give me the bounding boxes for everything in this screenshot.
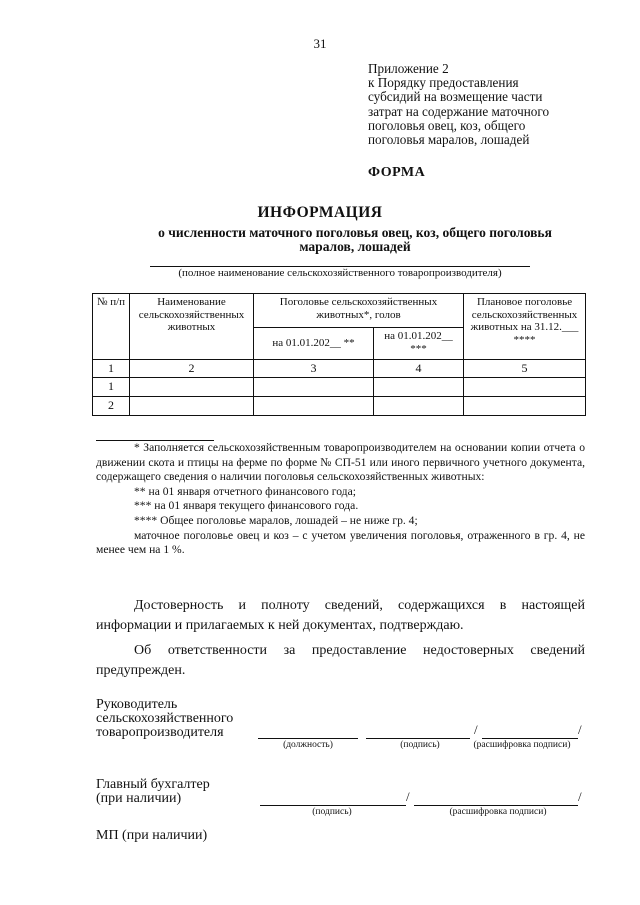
column-number: 5 [464,360,586,378]
caption-signature: (подпись) [400,740,440,750]
column-number: 1 [93,360,130,378]
table-cell[interactable] [374,396,464,415]
table-cell[interactable] [130,377,254,396]
header-date-2: на 01.01.202__ *** [374,328,464,360]
table-cell[interactable] [374,377,464,396]
accountant-title [96,778,210,806]
subtitle-line: маралов, лошадей [299,239,411,254]
caption-decoding: (расшифровка подписи) [449,807,547,817]
appendix-line: Приложение 2 [368,61,449,76]
footnote-5: маточное поголовье овец и коз – с учетом увеличения поголовья, отраженного в гр. 4, не менее чем на 1 %. [96,528,585,557]
header-date-1: на 01.01.202__ ** [254,328,374,360]
appendix-line: поголовья овец, коз, общего [368,117,526,133]
head-signature-field[interactable] [366,738,470,739]
accountant-signature-field[interactable] [260,805,406,806]
confirmation-paragraph: Достоверность и полноту сведений, содержащихся в настоящей информации и прилагаемых к ней документах, подтверждаю. [96,598,585,633]
head-position-field[interactable] [258,738,358,739]
livestock-table [92,293,586,416]
table-row [93,396,586,415]
caption-signature: (подпись) [312,807,352,817]
document-subtitle [95,226,615,254]
footnotes [96,441,585,558]
table-row [93,377,586,396]
stamp-label: МП (при наличии) [96,828,208,843]
header-animal-name: Наименование сельскохозяйственных животных [130,294,254,360]
appendix-block [368,62,618,147]
row-number: 1 [93,377,130,396]
slash-separator: / [578,722,582,737]
liability-paragraph: Об ответственности за предоставление недостоверных сведений предупрежден. [96,643,585,678]
head-title [96,698,233,740]
caption-decoding: (расшифровка подписи) [473,740,571,750]
head-decoding-field[interactable] [482,738,578,739]
column-number: 3 [254,360,374,378]
slash-separator: / [578,789,582,804]
footnote-1: * Заполняется сельскохозяйственным товаропроизводителем на основании копии отчета о движении скота и птицы на ферме по форме № СП-51 или иного первичного учетного документа, содержащего сведения о наличии поголовья сельскохозяйственных животных: [96,441,585,484]
table-cell[interactable] [254,396,374,415]
slash-separator: / [406,789,410,804]
accountant-decoding-field[interactable] [414,805,578,806]
head-title-line: товаропроизводителя [96,725,224,740]
appendix-line: поголовья маралов, лошадей [368,132,530,148]
caption-position: (должность) [283,740,333,750]
subtitle-line: о численности маточного поголовья овец, коз, общего поголовья [158,225,552,240]
footnote-3: *** на 01 января текущего финансового года. [134,499,359,513]
table-cell[interactable] [254,377,374,396]
slash-separator: / [474,722,478,737]
table-cell[interactable] [130,396,254,415]
appendix-line: к Порядку предоставления [368,75,519,91]
appendix-line: субсидий на возмещение части [368,89,543,105]
header-number: № п/п [93,294,130,360]
column-number: 2 [130,360,254,378]
appendix-line: затрат на содержание маточного [368,103,550,119]
column-number: 4 [374,360,464,378]
table-cell[interactable] [464,377,586,396]
head-title-line: сельскохозяйственного [96,711,234,726]
row-number: 2 [93,396,130,415]
footnote-2: ** на 01 января отчетного финансового года; [134,484,356,498]
accountant-title-line: (при наличии) [96,791,182,806]
head-title-line: Руководитель [96,697,178,712]
confirmation-text [96,596,585,681]
page-number: 31 [313,36,327,51]
table-cell[interactable] [464,396,586,415]
footnote-4: **** Общее поголовье маралов, лошадей – не ниже гр. 4; [134,513,418,527]
accountant-title-line: Главный бухгалтер [96,777,210,792]
form-label: ФОРМА [368,165,426,180]
header-planned: Плановое поголовье сельскохозяйственных животных на 31.12.___ **** [464,294,586,360]
header-livestock: Поголовье сельскохозяйственных животных*, голов [254,294,464,328]
document-title: ИНФОРМАЦИЯ [257,204,383,221]
producer-name-caption: (полное наименование сельскохозяйственного товаропроизводителя) [178,267,502,279]
